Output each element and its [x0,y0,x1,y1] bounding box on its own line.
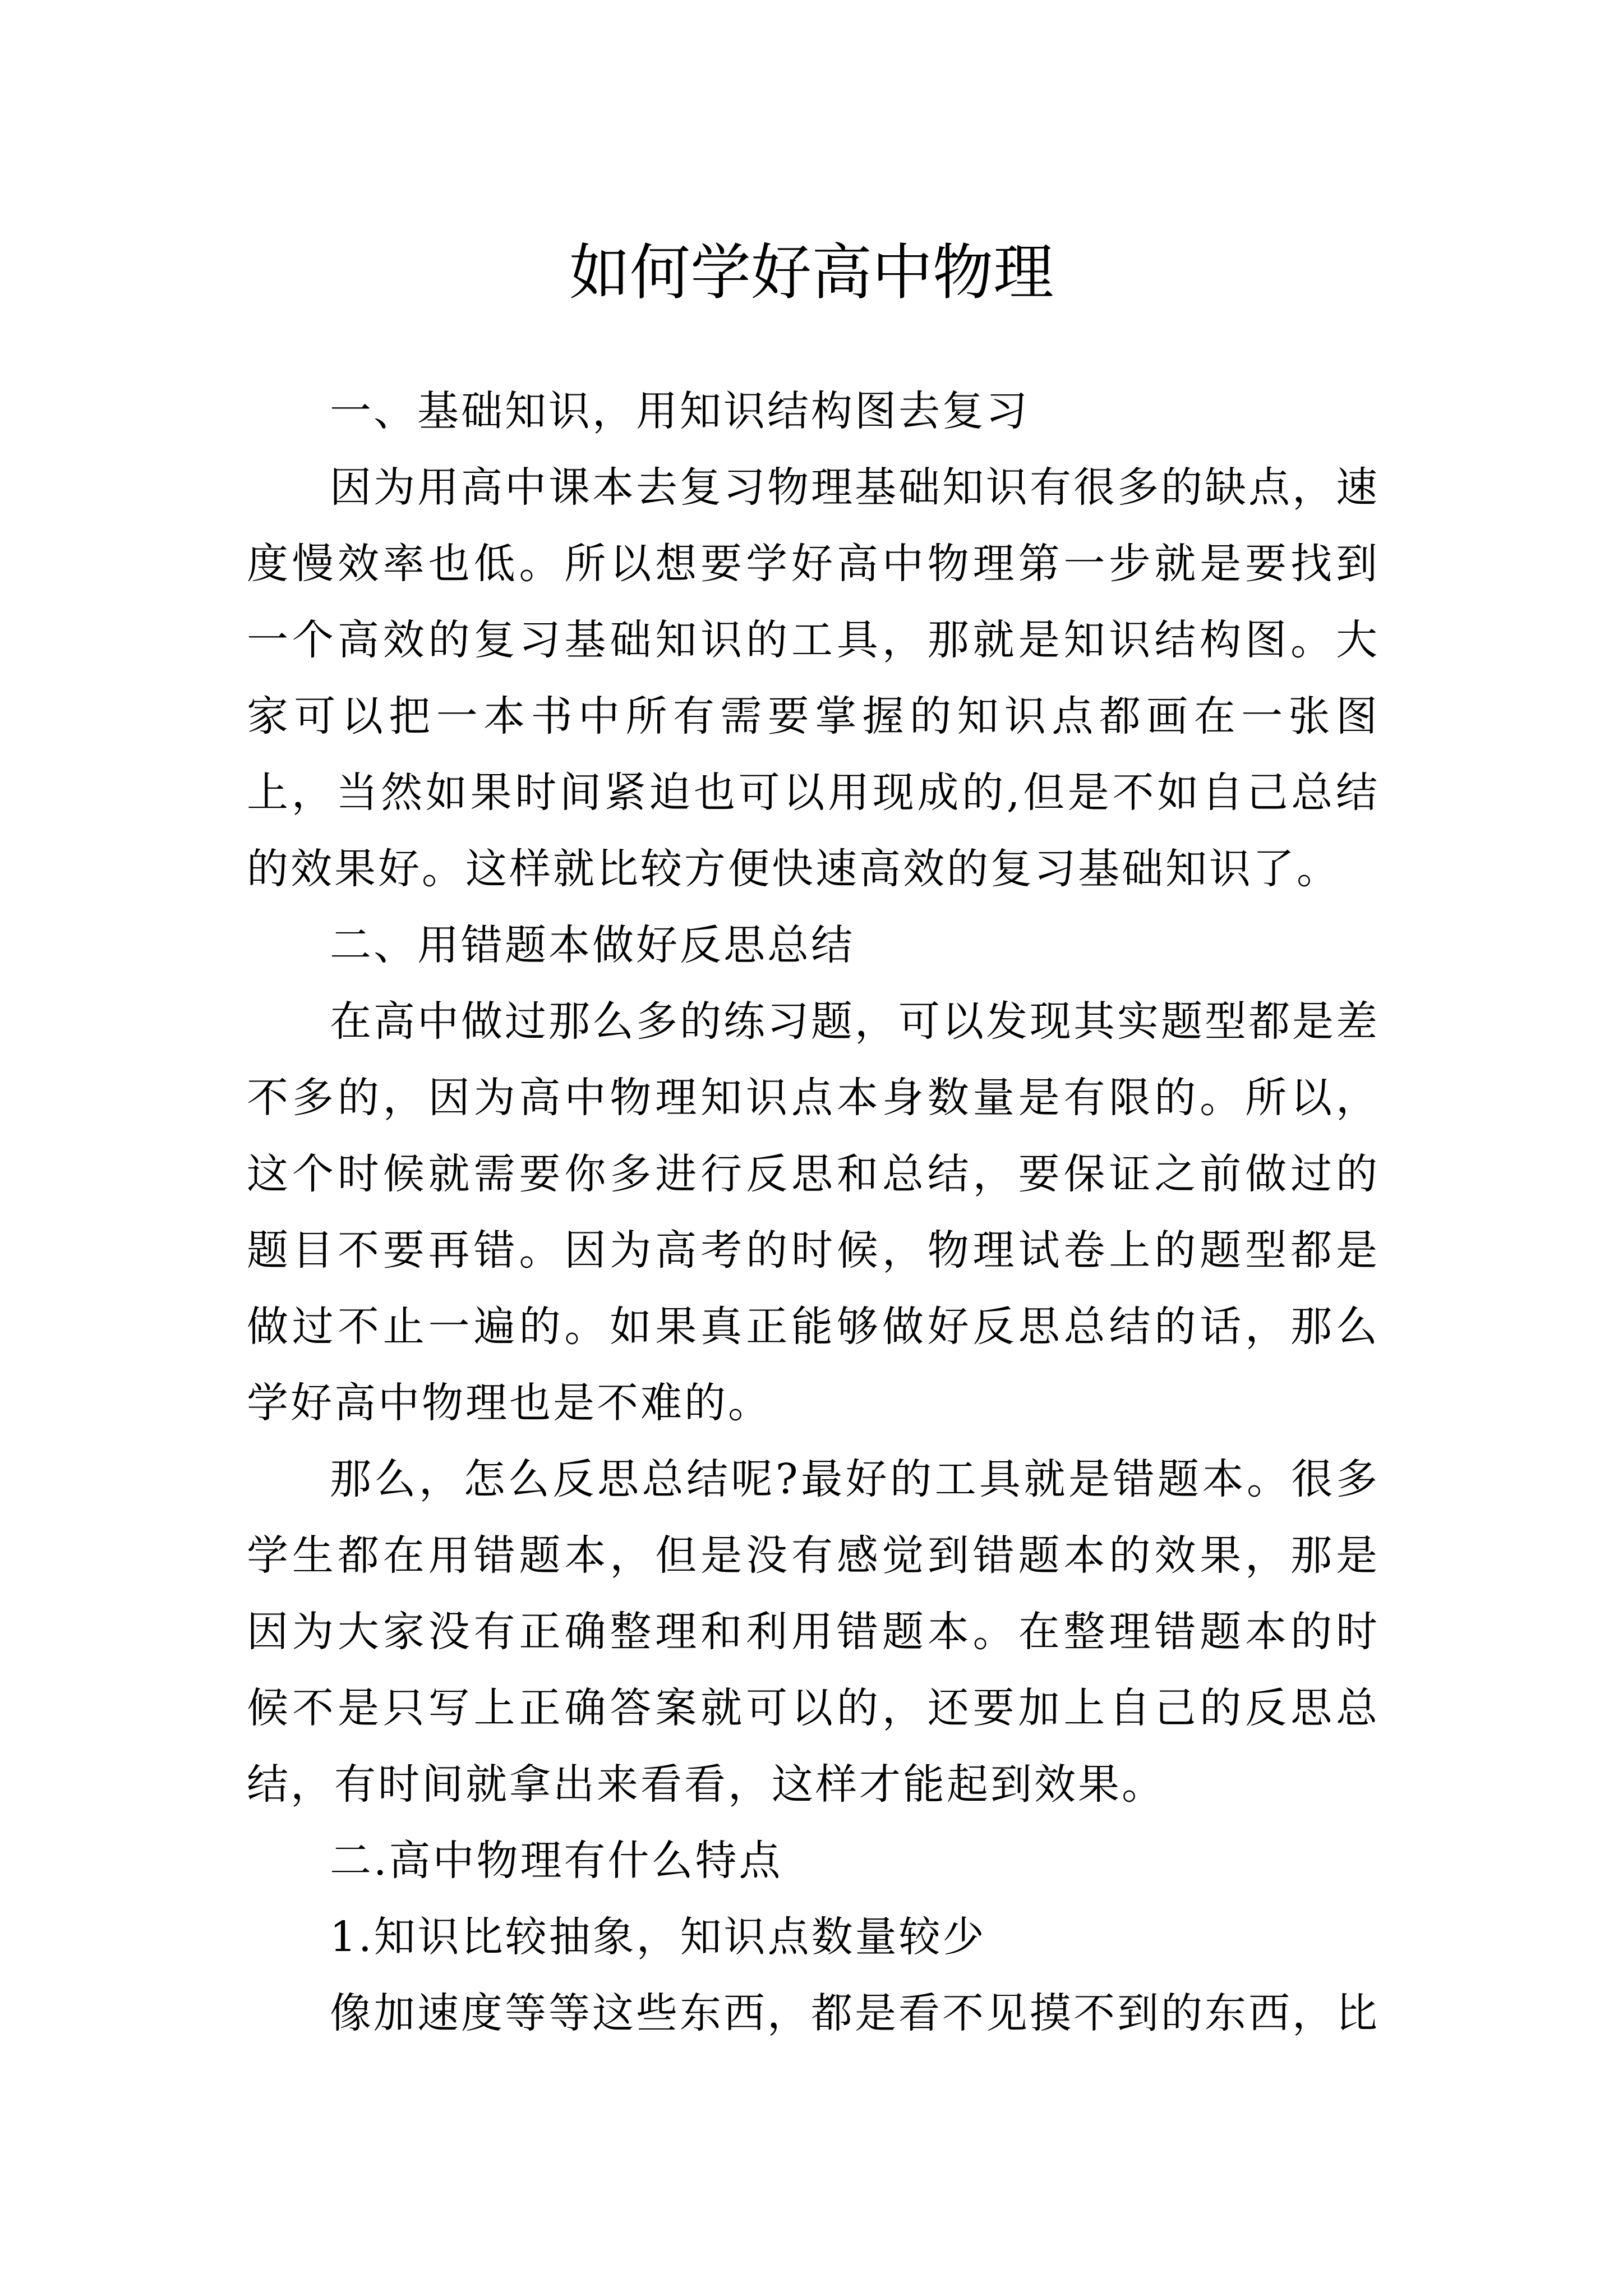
paragraph: 像加速度等等这些东西，都是看不见摸不到的东西，比 [330,1989,1380,2037]
document-body [247,373,1380,2051]
subsection-heading: 1.知识比较抽象，知识点数量较少 [330,1913,986,1961]
section-heading: 一、基础知识，用知识结构图去复习 [330,387,1030,435]
section-heading: 二、用错题本做好反思总结 [330,921,855,969]
section-heading: 二.高中物理有什么特点 [330,1837,783,1885]
document-title: 如何学好高中物理 [569,238,1054,309]
paragraph: 因为用高中课本去复习物理基础知识有很多的缺点，速度慢效率也低。所以想要学好高中物理第一步就是要找到一个高效的复习基础知识的工具，那就是知识结构图。大家可以把一本书中所有需要掌握的知识点都画在一张图上，当然如果时间紧迫也可以用现成的,但是不如自己总结的效果好。这样就比较方便快速高效的复习基础知识了。 [247,463,1380,893]
paragraph: 那么，怎么反思总结呢?最好的工具就是错题本。很多学生都在用错题本，但是没有感觉到错题本的效果，那是因为大家没有正确整理和利用错题本。在整理错题本的时候不是只写上正确答案就可以的，还要加上自己的反思总结，有时间就拿出来看看，这样才能起到效果。 [247,1455,1380,1809]
paragraph: 在高中做过那么多的练习题，可以发现其实题型都是差不多的，因为高中物理知识点本身数量是有限的。所以，这个时候就需要你多进行反思和总结，要保证之前做过的题目不要再错。因为高考的时候，物理试卷上的题型都是做过不止一遍的。如果真正能够做好反思总结的话，那么学好高中物理也是不难的。 [247,997,1380,1427]
